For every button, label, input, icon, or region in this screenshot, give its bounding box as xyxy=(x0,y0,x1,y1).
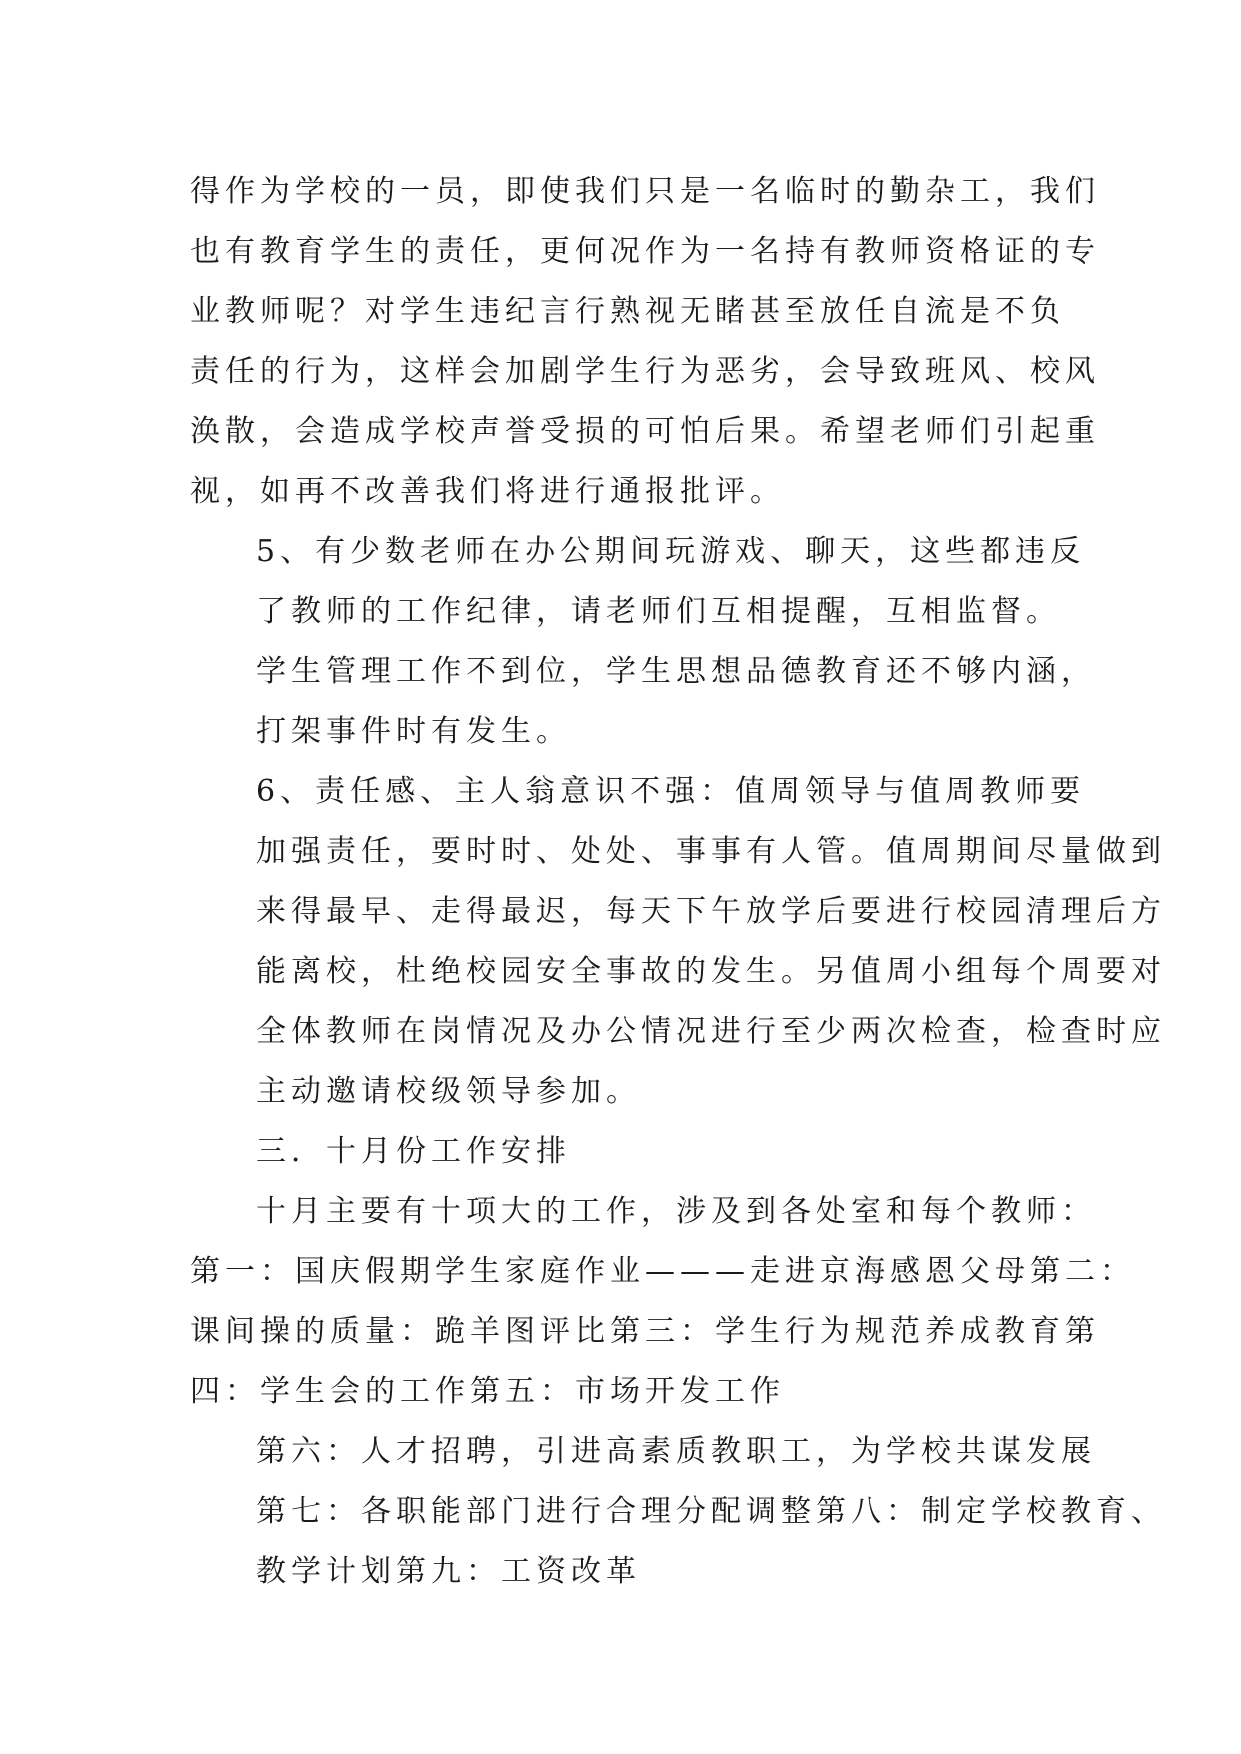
text-line: 三．十月份工作安排 xyxy=(256,1134,571,1169)
text-line: 5、有少数老师在办公期间玩游戏、聊天，这些都违反 xyxy=(256,534,1086,569)
text-line: 涣散，会造成学校声誉受损的可怕后果。希望老师们引起重 xyxy=(190,414,1100,449)
text-line: 加强责任，要时时、处处、事事有人管。值周期间尽量做到 xyxy=(256,834,1166,869)
text-line: 业教师呢？对学生违纪言行熟视无睹甚至放任自流是不负 xyxy=(190,294,1065,329)
text-line: 十月主要有十项大的工作，涉及到各处室和每个教师： xyxy=(256,1194,1096,1229)
text-line: 课间操的质量：跪羊图评比第三：学生行为规范养成教育第 xyxy=(190,1314,1100,1349)
paragraph xyxy=(190,1422,1166,1602)
text-line: 教学计划第九：工资改革 xyxy=(256,1554,641,1589)
text-line: 能离校，杜绝校园安全事故的发生。另值周小组每个周要对 xyxy=(256,954,1166,989)
paragraph xyxy=(190,1242,1135,1422)
text-line: 6、责任感、主人翁意识不强：值周领导与值周教师要 xyxy=(256,774,1086,809)
paragraph xyxy=(190,1182,1096,1242)
paragraph xyxy=(190,522,1086,642)
text-line: 第七：各职能部门进行合理分配调整第八：制定学校教育、 xyxy=(256,1494,1166,1529)
paragraph xyxy=(190,762,1166,1122)
text-line: 打架事件时有发生。 xyxy=(256,714,571,749)
text-line: 第一：国庆假期学生家庭作业———走进京海感恩父母第二： xyxy=(190,1254,1135,1289)
paragraph xyxy=(190,642,1096,762)
text-line: 主动邀请校级领导参加。 xyxy=(256,1074,641,1109)
text-line: 第六：人才招聘，引进高素质教职工，为学校共谋发展 xyxy=(256,1434,1096,1469)
paragraph xyxy=(190,162,1100,522)
text-line: 学生管理工作不到位，学生思想品德教育还不够内涵， xyxy=(256,654,1096,689)
paragraph xyxy=(190,1122,1070,1182)
text-line: 了教师的工作纪律，请老师们互相提醒，互相监督。 xyxy=(256,594,1061,629)
text-line: 得作为学校的一员，即使我们只是一名临时的勤杂工，我们 xyxy=(190,174,1100,209)
text-line: 全体教师在岗情况及办公情况进行至少两次检查，检查时应 xyxy=(256,1014,1166,1049)
text-line: 四：学生会的工作第五：市场开发工作 xyxy=(190,1374,785,1409)
text-line: 责任的行为，这样会加剧学生行为恶劣，会导致班风、校风 xyxy=(190,354,1100,389)
text-line: 来得最早、走得最迟，每天下午放学后要进行校园清理后方 xyxy=(256,894,1166,929)
text-line: 也有教育学生的责任，更何况作为一名持有教师资格证的专 xyxy=(190,234,1100,269)
text-line: 视，如再不改善我们将进行通报批评。 xyxy=(190,474,785,509)
document-body xyxy=(190,162,1166,1602)
